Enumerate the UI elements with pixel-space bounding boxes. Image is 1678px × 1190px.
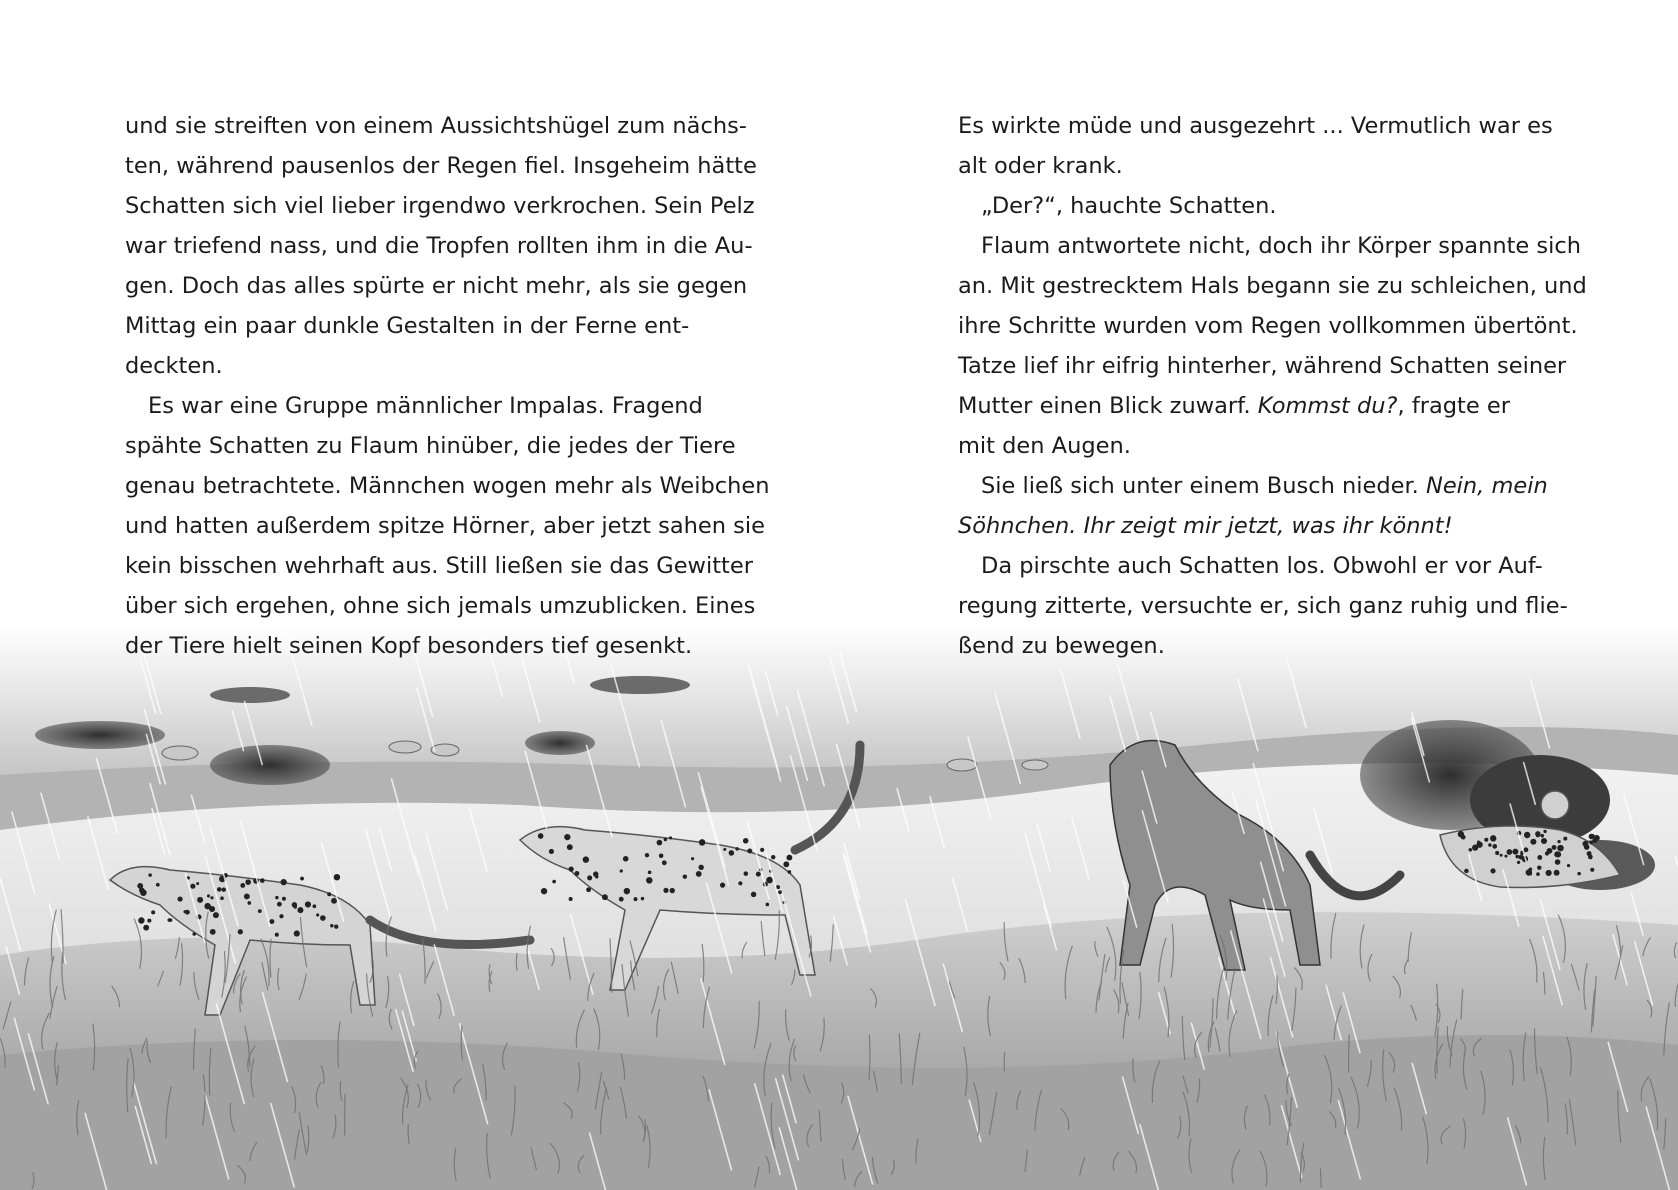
left-line: deckten. bbox=[125, 353, 223, 379]
left-line: genau betrachtete. Männchen wogen mehr als Weibchen bbox=[125, 473, 770, 499]
left-line: ten, während pausenlos der Regen fiel. Insgeheim hätte bbox=[125, 153, 757, 179]
left-line: Schatten sich viel lieber irgendwo verkrochen. Sein Pelz bbox=[125, 193, 755, 219]
savanna-rain-illustration bbox=[0, 625, 1678, 1190]
line-segment: Tatze lief ihr eifrig hinterher, während Schatten seiner bbox=[958, 353, 1567, 379]
line-segment: „Der?“, hauchte Schatten. bbox=[981, 193, 1277, 219]
left-line: kein bisschen wehrhaft aus. Still ließen sie das Gewitter bbox=[125, 553, 753, 579]
line-segment: Es wirkte müde und ausgezehrt ... Vermutlich war es bbox=[958, 113, 1553, 139]
right-line bbox=[958, 586, 1587, 626]
right-line bbox=[958, 306, 1587, 346]
right-line bbox=[958, 426, 1587, 466]
line-segment: an. Mit gestrecktem Hals begann sie zu schleichen, und bbox=[958, 273, 1587, 299]
line-segment: , fragte er bbox=[1397, 393, 1510, 419]
italic-thought: Kommst du? bbox=[1257, 393, 1398, 419]
line-segment: Mutter einen Blick zuwarf. bbox=[958, 393, 1258, 419]
right-line bbox=[958, 386, 1587, 426]
line-segment: alt oder krank. bbox=[958, 153, 1123, 179]
line-segment: Sie ließ sich unter einem Busch nieder. bbox=[981, 473, 1426, 499]
left-line: und sie streiften von einem Aussichtshügel zum nächs- bbox=[125, 113, 747, 139]
right-page-text bbox=[958, 106, 1587, 666]
right-line bbox=[958, 226, 1587, 266]
right-line bbox=[958, 106, 1587, 146]
left-line: der Tiere hielt seinen Kopf besonders tief gesenkt. bbox=[125, 633, 693, 659]
line-segment: mit den Augen. bbox=[958, 433, 1131, 459]
right-line bbox=[958, 546, 1587, 586]
left-line: spähte Schatten zu Flaum hinüber, die jedes der Tiere bbox=[125, 433, 736, 459]
right-line bbox=[958, 186, 1587, 226]
line-segment: Da pirschte auch Schatten los. Obwohl er vor Auf- bbox=[981, 553, 1543, 579]
line-segment: Flaum antwortete nicht, doch ihr Körper spannte sich bbox=[981, 233, 1582, 259]
line-segment: ßend zu bewegen. bbox=[958, 633, 1165, 659]
line-segment: ihre Schritte wurden vom Regen vollkommen übertönt. bbox=[958, 313, 1578, 339]
left-line: über sich ergehen, ohne sich jemals umzublicken. Eines bbox=[125, 593, 756, 619]
italic-thought: Söhnchen. Ihr zeigt mir jetzt, was ihr könnt! bbox=[958, 513, 1453, 539]
left-line: war triefend nass, und die Tropfen rollten ihm in die Au- bbox=[125, 233, 753, 259]
left-line: Es war eine Gruppe männlicher Impalas. Fragend bbox=[148, 393, 703, 419]
right-line bbox=[958, 266, 1587, 306]
left-line: gen. Doch das alles spürte er nicht mehr, als sie gegen bbox=[125, 273, 748, 299]
italic-thought: Nein, mein bbox=[1425, 473, 1548, 499]
right-line bbox=[958, 506, 1587, 546]
left-line: Mittag ein paar dunkle Gestalten in der Ferne ent- bbox=[125, 313, 690, 339]
right-line bbox=[958, 466, 1587, 506]
left-line: und hatten außerdem spitze Hörner, aber jetzt sahen sie bbox=[125, 513, 765, 539]
right-line bbox=[958, 346, 1587, 386]
right-line bbox=[958, 146, 1587, 186]
right-line bbox=[958, 626, 1587, 666]
left-page-text bbox=[125, 106, 770, 666]
line-segment: regung zitterte, versuchte er, sich ganz ruhig und flie- bbox=[958, 593, 1568, 619]
